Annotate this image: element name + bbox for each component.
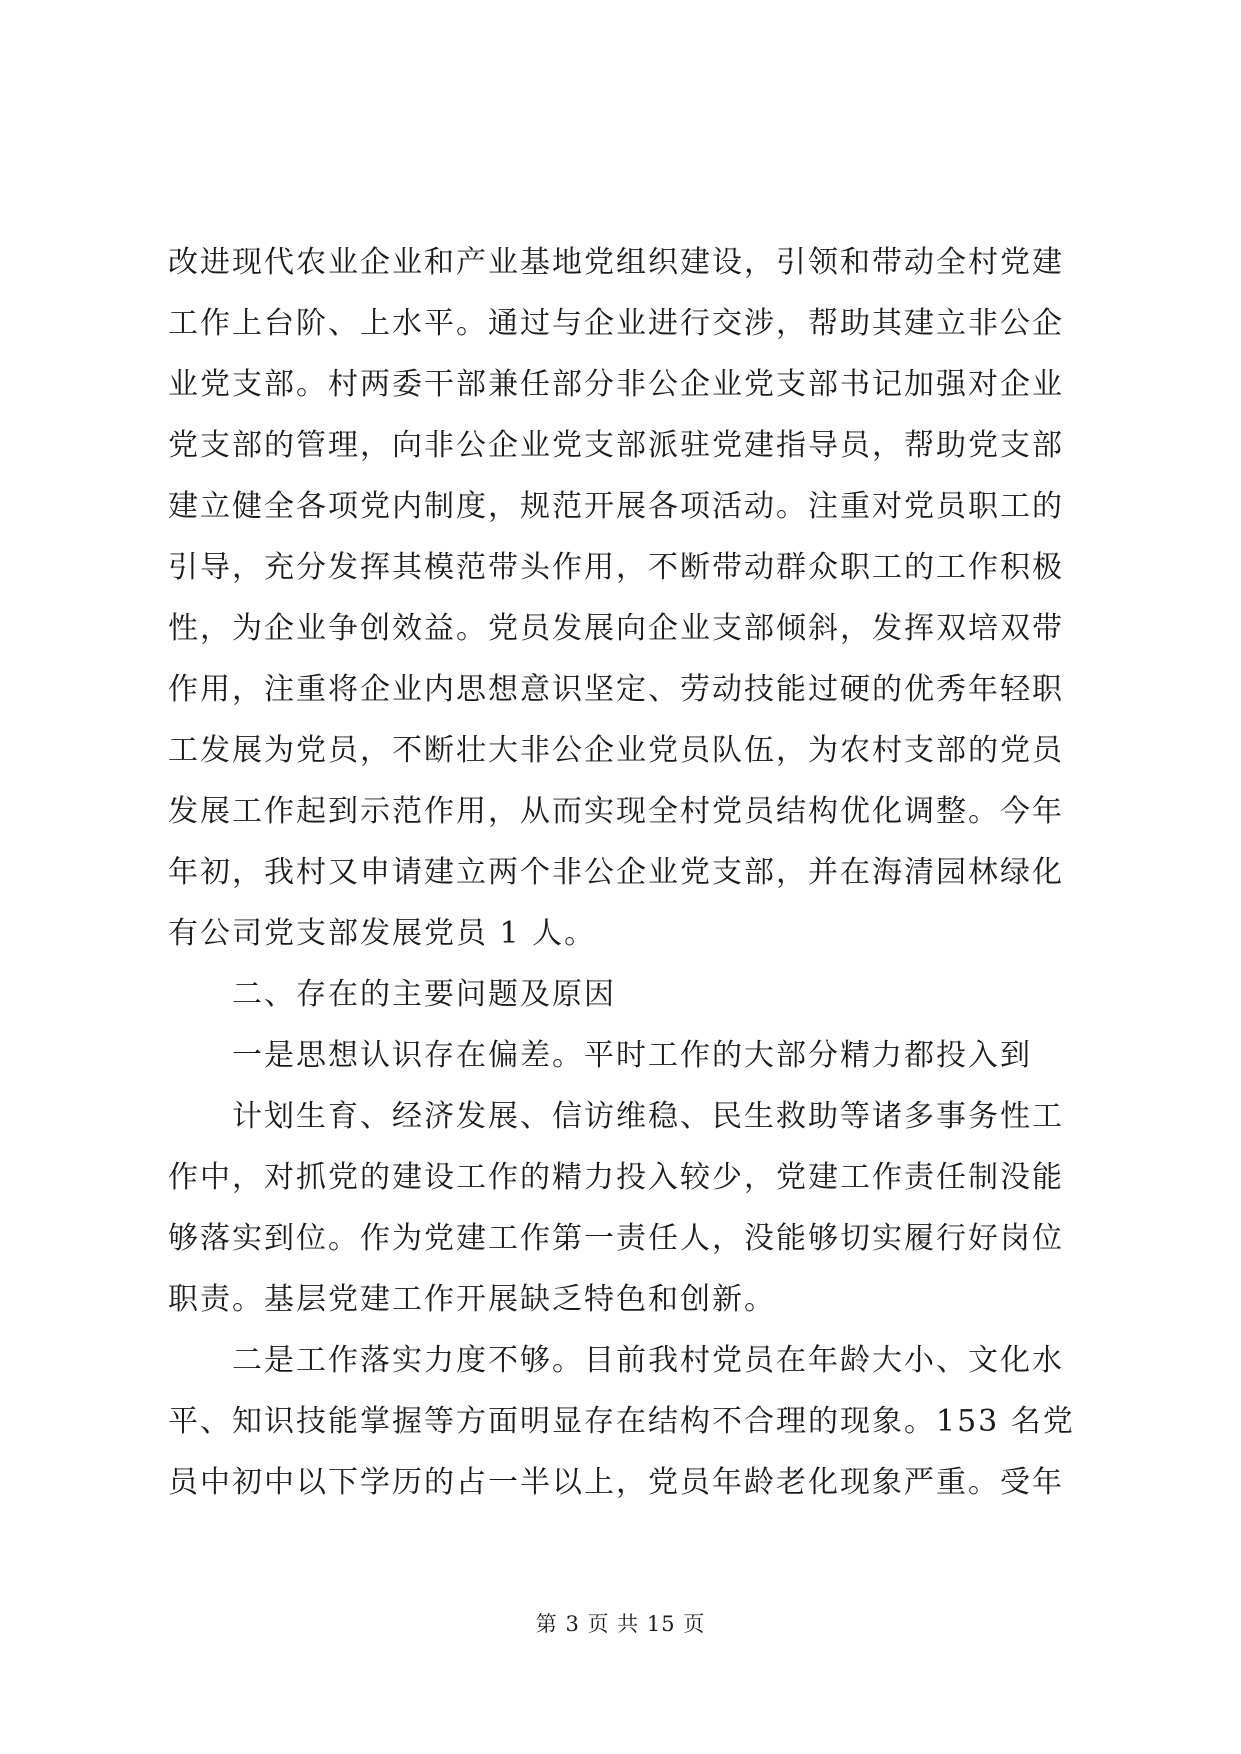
section-heading: 二、存在的主要问题及原因 <box>232 977 616 1012</box>
text-line-11: 年初，我村又申请建立两个非公企业党支部，并在海清园林绿化 <box>168 855 1064 890</box>
text-line-15: 计划生育、经济发展、信访维稳、民生救助等诸多事务性工 <box>232 1099 1064 1134</box>
text-line-17: 够落实到位。作为党建工作第一责任人，没能够切实履行好岗位 <box>168 1221 1064 1256</box>
body-text <box>168 232 1073 1513</box>
text-line-6: 引导，充分发挥其模范带头作用，不断带动群众职工的工作积极 <box>168 550 1064 585</box>
text-line-5: 建立健全各项党内制度，规范开展各项活动。注重对党员职工的 <box>168 489 1064 524</box>
text-line-19: 二是工作落实力度不够。目前我村党员在年龄大小、文化水 <box>232 1343 1064 1378</box>
text-line-12: 有公司党支部发展党员 1 人。 <box>168 916 597 951</box>
text-line-8: 作用，注重将企业内思想意识坚定、劳动技能过硬的优秀年轻职 <box>168 672 1064 707</box>
page-number-label: 第 3 页 共 15 页 <box>535 1612 706 1636</box>
text-line-1: 改进现代农业企业和产业基地党组织建设，引领和带动全村党建 <box>168 245 1064 280</box>
text-line-20: 平、知识技能掌握等方面明显存在结构不合理的现象。153 名党 <box>168 1404 1075 1439</box>
text-line-14: 一是思想认识存在偏差。平时工作的大部分精力都投入到 <box>232 1038 1032 1073</box>
text-line-10: 发展工作起到示范作用，从而实现全村党员结构优化调整。今年 <box>168 794 1064 829</box>
text-line-2: 工作上台阶、上水平。通过与企业进行交涉，帮助其建立非公企 <box>168 306 1064 341</box>
text-line-16: 作中，对抓党的建设工作的精力投入较少，党建工作责任制没能 <box>168 1160 1064 1195</box>
text-line-7: 性，为企业争创效益。党员发展向企业支部倾斜，发挥双培双带 <box>168 611 1064 646</box>
text-line-3: 业党支部。村两委干部兼任部分非公企业党支部书记加强对企业 <box>168 367 1064 402</box>
text-line-4: 党支部的管理，向非公企业党支部派驻党建指导员，帮助党支部 <box>168 428 1064 463</box>
text-line-9: 工发展为党员，不断壮大非公企业党员队伍，为农村支部的党员 <box>168 733 1064 768</box>
text-line-18: 职责。基层党建工作开展缺乏特色和创新。 <box>168 1282 776 1317</box>
text-line-21: 员中初中以下学历的占一半以上，党员年龄老化现象严重。受年 <box>168 1465 1064 1500</box>
page-footer <box>0 1608 1241 1638</box>
